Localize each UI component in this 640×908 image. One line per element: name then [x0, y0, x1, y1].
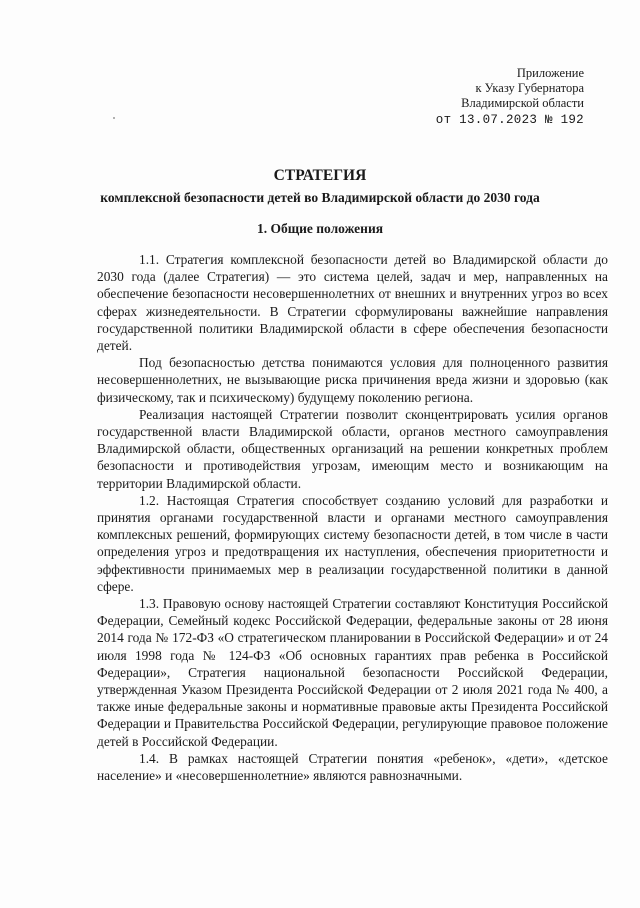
- paragraph: Реализация настоящей Стратегии позволит сконцентрировать усилия органов государственной власти Владимирской области, органов местного самоуправления Владимирской области, общественных организаций на решении конкретных проблем безопасности и противодействия угрозам, имеющим место и возникающим на территории Владимирской области.: [97, 406, 608, 491]
- document-subtitle: комплексной безопасности детей во Владимирской области до 2030 года: [100, 190, 540, 205]
- paragraph: 1.1. Стратегия комплексной безопасности детей во Владимирской области до 2030 года (далее Стратегия) — это система целей, задач и мер, направленных на обеспечение безопасности несовершеннолетних от внешних и внутренних угроз во всех сферах жизнедеятельности. В Стратегии сформулированы важнейшие направления государственной политики Владимирской области в сфере обеспечения безопасности детей.: [97, 252, 608, 354]
- paragraph: 1.4. В рамках настоящей Стратегии понятия «ребенок», «дети», «детское население» и «несовершеннолетние» являются равнозначными.: [97, 750, 608, 784]
- paragraph: 1.3. Правовую основу настоящей Стратегии составляют Конституция Российской Федерации, Семейный кодекс Российской Федерации, федеральные законы от 28 июня 2014 года № 172-ФЗ «О стратегическом планировании в Российской Федерации» и от 24 июля 1998 года № 124-ФЗ «Об основных гарантиях прав ребенка в Российской Федерации», Стратегия национальной безопасности Российской Федерации, утвержденная Указом Президента Российской Федерации от 2 июля 2021 года № 400, а также иные федеральные законы и нормативные правовые акты Президента Российской Федерации и Правительства Российской Федерации, регулирующие правовое положение детей в Российской Федерации.: [97, 596, 608, 749]
- section-heading: 1. Общие положения: [256, 221, 384, 236]
- document-title-block: [0, 166, 640, 208]
- appendix-region: Владимирской области: [461, 96, 584, 110]
- document-body: [97, 251, 608, 784]
- appendix-date-number: от 13.07.2023 № 192: [435, 113, 584, 127]
- scan-speck: [113, 117, 115, 119]
- paragraph: Под безопасностью детства понимаются условия для полноценного развития несовершеннолетних, не вызывающие риска причинения вреда жизни и здоровью (как физическому, так и психическому) будущему поколению региона.: [97, 355, 608, 405]
- appendix-block: [436, 66, 584, 128]
- paragraph: 1.2. Настоящая Стратегия способствует созданию условий для разработки и принятия органами государственной власти и органами местного самоуправления комплексных решений, формирующих систему безопасности детей, в том числе в части определения угроз и предотвращения их наступления, обеспечения приоритетности и эффективности принимаемых мер в реализации государственной политики в данной сфере.: [97, 492, 608, 594]
- appendix-label: Приложение: [516, 66, 584, 80]
- document-title: СТРАТЕГИЯ: [273, 167, 367, 184]
- appendix-decree-ref: к Указу Губернатора: [475, 81, 584, 95]
